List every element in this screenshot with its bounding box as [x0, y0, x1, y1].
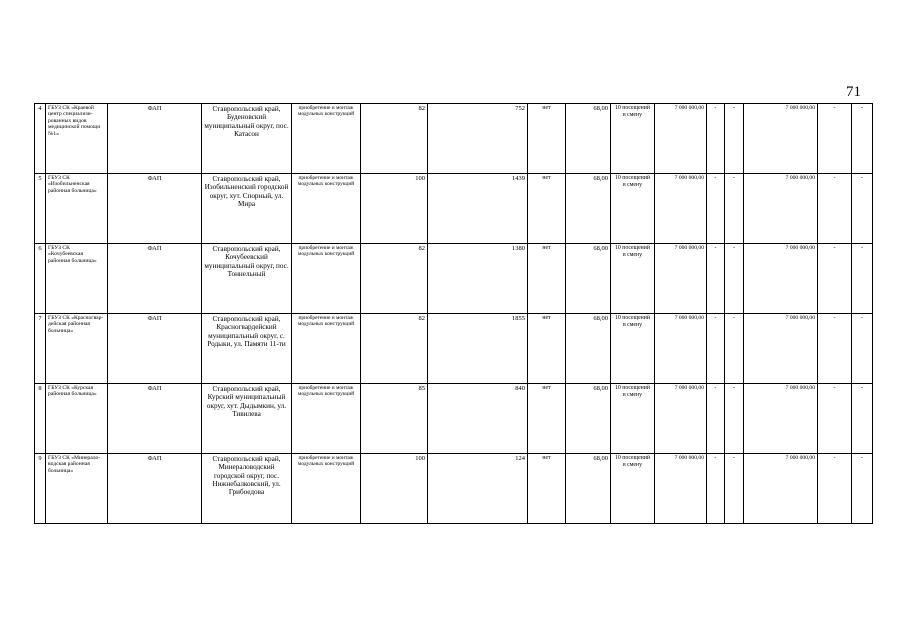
- facility-address: Ставропольский край, Изобильненский городской округ, хут. Спорный, ул. Мира: [202, 174, 292, 244]
- dash-2: -: [725, 104, 744, 174]
- amount-2: 7 000 000,00: [744, 384, 818, 454]
- value-col-2: 1439: [428, 174, 528, 244]
- facilities-table: [34, 103, 873, 524]
- facility-type: ФАП: [108, 104, 202, 174]
- row-number: 9: [35, 454, 46, 524]
- value-col-1: 82: [361, 314, 428, 384]
- value-col-3: нет: [528, 174, 566, 244]
- table-row: [35, 174, 873, 244]
- capacity: 10 посещений в смену: [611, 244, 655, 314]
- dash-1: -: [707, 104, 725, 174]
- facility-address: Ставропольский край, Минераловодский городской округ, пос. Нижнебалковский, ул. Грибоедова: [202, 454, 292, 524]
- dash-2: -: [725, 314, 744, 384]
- value-col-1: 82: [361, 244, 428, 314]
- capacity: 10 посещений в смену: [611, 104, 655, 174]
- dash-2: -: [725, 384, 744, 454]
- value-col-1: 82: [361, 104, 428, 174]
- value-col-3: нет: [528, 104, 566, 174]
- amount-2: 7 000 000,00: [744, 174, 818, 244]
- dash-2: -: [725, 244, 744, 314]
- work-type: приобретение и монтаж модульных конструкций: [292, 244, 361, 314]
- dash-3: -: [818, 384, 852, 454]
- row-number: 5: [35, 174, 46, 244]
- table-row: [35, 244, 873, 314]
- dash-4: -: [852, 104, 873, 174]
- value-col-2: 752: [428, 104, 528, 174]
- dash-1: -: [707, 454, 725, 524]
- amount-1: 7 000 000,00: [655, 174, 707, 244]
- work-type: приобретение и монтаж модульных конструкций: [292, 384, 361, 454]
- value-col-2: 124: [428, 454, 528, 524]
- value-col-1: 100: [361, 174, 428, 244]
- dash-4: -: [852, 454, 873, 524]
- value-col-3: нет: [528, 454, 566, 524]
- facility-type: ФАП: [108, 454, 202, 524]
- value-col-4: 68,00: [566, 174, 611, 244]
- amount-2: 7 000 000,00: [744, 454, 818, 524]
- value-col-3: нет: [528, 384, 566, 454]
- institution-name: ГБУЗ СК «Минерало-водская районная больница»: [46, 454, 108, 524]
- page-number: 71: [846, 84, 861, 100]
- dash-3: -: [818, 314, 852, 384]
- institution-name: ГБУЗ СК «Изобильненская районная больница»: [46, 174, 108, 244]
- facility-address: Ставропольский край, Курский муниципальный округ, хут. Дыдымкин, ул. Тивилева: [202, 384, 292, 454]
- dash-1: -: [707, 244, 725, 314]
- facility-address: Ставропольский край, Красногвардейский муниципальный округ, с. Родыки, ул. Памяти 11-ти: [202, 314, 292, 384]
- amount-1: 7 000 000,00: [655, 244, 707, 314]
- row-number: 7: [35, 314, 46, 384]
- row-number: 4: [35, 104, 46, 174]
- dash-2: -: [725, 454, 744, 524]
- value-col-2: 1855: [428, 314, 528, 384]
- dash-4: -: [852, 384, 873, 454]
- amount-1: 7 000 000,00: [655, 454, 707, 524]
- facility-type: ФАП: [108, 314, 202, 384]
- capacity: 10 посещений в смену: [611, 314, 655, 384]
- value-col-4: 68,00: [566, 384, 611, 454]
- value-col-1: 100: [361, 454, 428, 524]
- amount-1: 7 000 000,00: [655, 314, 707, 384]
- value-col-4: 68,00: [566, 244, 611, 314]
- amount-1: 7 000 000,00: [655, 384, 707, 454]
- capacity: 10 посещений в смену: [611, 174, 655, 244]
- table-row: [35, 384, 873, 454]
- amount-2: 7 000 000,00: [744, 244, 818, 314]
- work-type: приобретение и монтаж модульных конструкций: [292, 314, 361, 384]
- value-col-3: нет: [528, 244, 566, 314]
- dash-1: -: [707, 174, 725, 244]
- value-col-4: 68,00: [566, 104, 611, 174]
- institution-name: ГБУЗ СК «Краевой центр специализи-рованных видов медицинской помощи №1»: [46, 104, 108, 174]
- capacity: 10 посещений в смену: [611, 384, 655, 454]
- facility-address: Ставропольский край, Буденовский муниципальный округ, пос. Катасон: [202, 104, 292, 174]
- value-col-1: 85: [361, 384, 428, 454]
- value-col-3: нет: [528, 314, 566, 384]
- work-type: приобретение и монтаж модульных конструкций: [292, 104, 361, 174]
- amount-2: 7 000 000,00: [744, 314, 818, 384]
- value-col-2: 1380: [428, 244, 528, 314]
- amount-1: 7 000 000,00: [655, 104, 707, 174]
- table-row: [35, 454, 873, 524]
- row-number: 6: [35, 244, 46, 314]
- capacity: 10 посещений в смену: [611, 454, 655, 524]
- facility-type: ФАП: [108, 384, 202, 454]
- table-row: [35, 104, 873, 174]
- facility-type: ФАП: [108, 174, 202, 244]
- work-type: приобретение и монтаж модульных конструкций: [292, 174, 361, 244]
- dash-4: -: [852, 314, 873, 384]
- dash-4: -: [852, 174, 873, 244]
- dash-3: -: [818, 174, 852, 244]
- dash-4: -: [852, 244, 873, 314]
- facility-type: ФАП: [108, 244, 202, 314]
- work-type: приобретение и монтаж модульных конструкций: [292, 454, 361, 524]
- dash-1: -: [707, 314, 725, 384]
- value-col-4: 68,00: [566, 454, 611, 524]
- amount-2: 7 000 000,00: [744, 104, 818, 174]
- dash-1: -: [707, 384, 725, 454]
- institution-name: ГБУЗ СК «Красногвар-дейская районная больница»: [46, 314, 108, 384]
- value-col-2: 840: [428, 384, 528, 454]
- facility-address: Ставропольский край, Кочубеевский муниципальный округ, пос. Тоннельный: [202, 244, 292, 314]
- table-row: [35, 314, 873, 384]
- dash-2: -: [725, 174, 744, 244]
- institution-name: ГБУЗ СК «Кочубеевская районная больница»: [46, 244, 108, 314]
- institution-name: ГБУЗ СК «Курская районная больница»: [46, 384, 108, 454]
- row-number: 8: [35, 384, 46, 454]
- value-col-4: 68,00: [566, 314, 611, 384]
- dash-3: -: [818, 244, 852, 314]
- dash-3: -: [818, 454, 852, 524]
- dash-3: -: [818, 104, 852, 174]
